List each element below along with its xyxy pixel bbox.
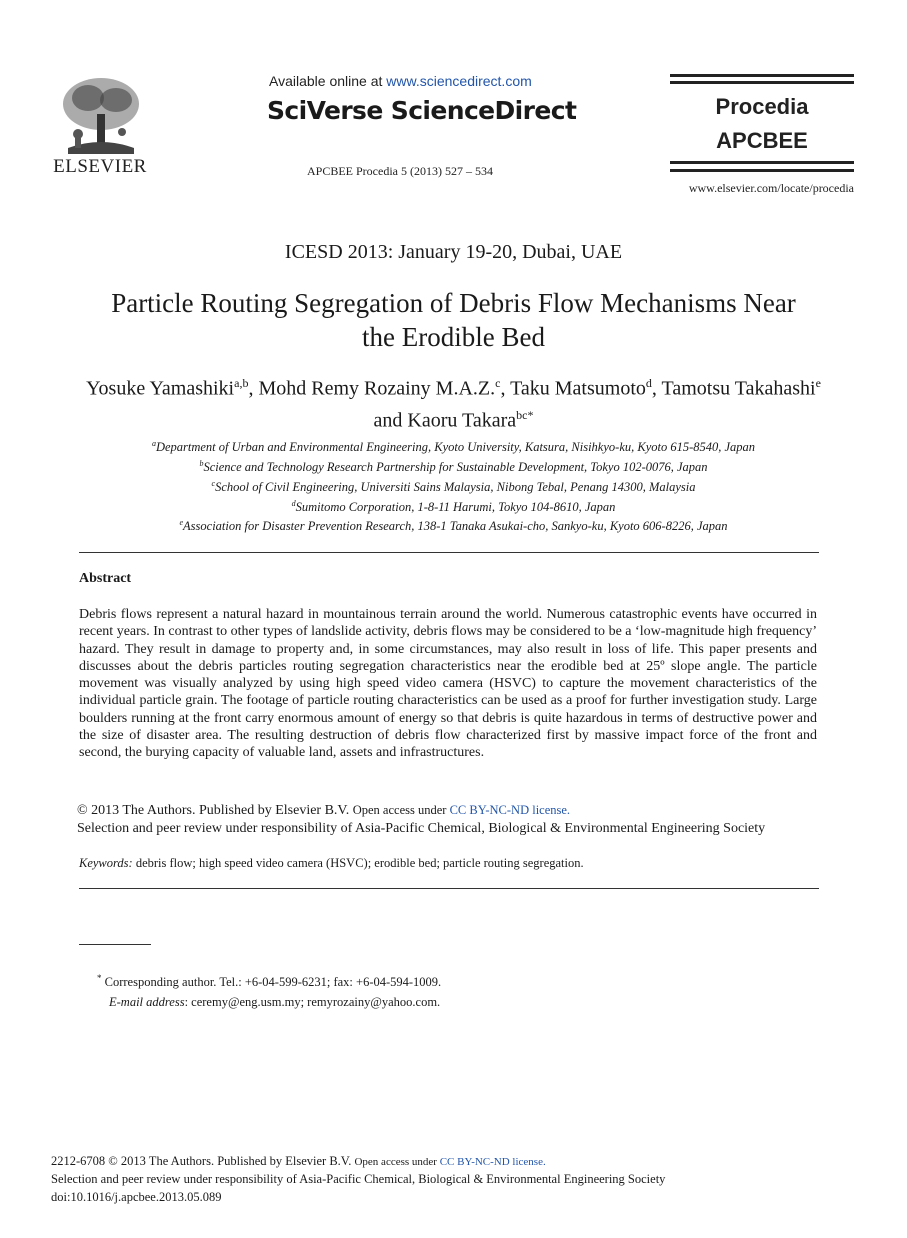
license-link[interactable]: CC BY-NC-ND license. xyxy=(449,803,571,817)
brand-rule-bottom-2 xyxy=(670,169,854,172)
author-affil-sup: bc* xyxy=(516,407,534,422)
divider-bottom xyxy=(79,888,819,889)
footnote-rule xyxy=(79,944,151,945)
footnote-contact-text: Corresponding author. Tel.: +6-04-599-6231; fax: +6-04-594-1009. xyxy=(101,975,442,990)
paper-title xyxy=(80,286,827,354)
available-online xyxy=(269,73,532,89)
affiliation-sup: e xyxy=(179,518,184,528)
keywords-text: debris flow; high speed video camera (HSVC); erodible bed; particle routing segregation. xyxy=(132,856,584,870)
divider-top xyxy=(79,552,819,553)
title-line-2: the Erodible Bed xyxy=(362,322,545,352)
brand-rule-bottom-1 xyxy=(670,161,854,164)
affiliation-item xyxy=(60,496,847,516)
affiliation-sup: a xyxy=(151,439,156,448)
author-separator: , xyxy=(500,377,511,400)
author-name: Tamotsu Takahashi xyxy=(661,377,816,400)
abstract-heading: Abstract xyxy=(79,571,132,586)
author-list xyxy=(80,370,827,433)
sciverse-sciencedirect-logo: SciVerse ScienceDirect xyxy=(267,96,577,125)
affiliation-text: Sumitomo Corporation, 1-8-11 Harumi, Tokyo 104-8610, Japan xyxy=(295,499,616,514)
brand-rule-top-1 xyxy=(670,74,854,77)
author-affil-sup: e xyxy=(815,376,821,390)
affiliation-text: Association for Disaster Prevention Research, 138-1 Tanaka Asukai-cho, Sankyo-ku, Kyoto 606-8226, Japan xyxy=(183,519,728,534)
email-text: : ceremy@eng.usm.my; remyrozainy@yahoo.com. xyxy=(184,995,441,1010)
footnote-email-line xyxy=(97,992,441,1012)
affiliation-text: Department of Urban and Environmental Engineering, Kyoto University, Katsura, Nisihkyo-ku, Kyoto 615-8540, Japan xyxy=(155,440,756,455)
author-name: Taku Matsumoto xyxy=(510,377,646,400)
author-name: Kaoru Takara xyxy=(407,409,517,432)
affiliation-sup: c xyxy=(211,478,216,488)
journal-reference: APCBEE Procedia 5 (2013) 527 – 534 xyxy=(307,164,493,178)
author-name: Yosuke Yamashiki xyxy=(86,377,235,400)
affiliation-item xyxy=(60,456,847,476)
affiliation-item xyxy=(60,436,847,456)
copyright-text: © 2013 The Authors. Published by Elsevier B.V. xyxy=(77,803,353,818)
conference-line: ICESD 2013: January 19-20, Dubai, UAE xyxy=(284,241,623,263)
affiliation-text: Science and Technology Research Partnership for Sustainable Development, Tokyo 102-0076, Japan xyxy=(203,460,708,475)
journal-brand-box xyxy=(670,74,854,172)
author-separator: and xyxy=(373,409,408,432)
journal-name-line2: APCBEE xyxy=(716,128,808,153)
copyright-block xyxy=(77,802,837,837)
email-label: E-mail address xyxy=(109,995,185,1010)
keywords-line xyxy=(79,856,584,871)
footer-open-access-text: Open access under xyxy=(354,1156,440,1168)
affiliation-list xyxy=(60,436,847,535)
author-separator: , xyxy=(651,377,662,400)
corresponding-author-footnote xyxy=(97,968,441,1012)
footer-issn-text: 2212-6708 © 2013 The Authors. Published by Elsevier B.V. xyxy=(51,1154,355,1168)
affiliation-item xyxy=(60,515,847,535)
journal-url[interactable]: www.elsevier.com/locate/procedia xyxy=(688,181,854,195)
keywords-label: Keywords: xyxy=(79,856,133,870)
affiliation-item xyxy=(60,476,847,496)
footer-doi[interactable]: doi:10.1016/j.apcbee.2013.05.089 xyxy=(51,1189,222,1204)
elsevier-logo xyxy=(50,74,150,178)
abstract-body: Debris flows represent a natural hazard in mountainous terrain around the world. Numerous catastrophic events have occurred in recent years. In contrast to other types of landslide activity, debris flows may be considered to be a ‘low-magnitude high frequency’ hazard. They result in damage to property and, in some circumstances, may also result in loss of life. This paper presents and discusses about the debris particles routing segregation characteristics near the erodible bed at 25º slope angle. The particle movement was visually analyzed by using high speed video camera (HSVC) to capture the movement characteristics of the individual particle grain. The footage of particle routing characteristics can be used as a proof for further investigation study. Large boulders running at the front carry enormous amount of energy so that debris is quite hazardous in terms of destructive power and the size of disaster area. The resulting destruction of debris flow characterized first by massive impact force of the front and second, the burying capacity of valuable land, assets and infrastructures. xyxy=(79,607,817,761)
affiliation-text: School of Civil Engineering, Universiti Sains Malaysia, Nibong Tebal, Penang 14300, Malaysia xyxy=(215,479,696,494)
available-online-label: Available online at xyxy=(269,73,387,89)
affiliation-sup: d xyxy=(291,498,296,508)
author-affil-sup: a,b xyxy=(234,376,249,390)
journal-name-line1: Procedia xyxy=(715,94,809,119)
copyright-line xyxy=(77,802,837,820)
brand-rule-top-2 xyxy=(670,81,854,84)
footnote-marker: * xyxy=(97,973,102,983)
sciencedirect-link[interactable]: www.sciencedirect.com xyxy=(386,73,532,89)
open-access-text: Open access under xyxy=(352,803,450,817)
author-affil-sup: c xyxy=(495,376,501,390)
peer-review-line: Selection and peer review under responsibility of Asia-Pacific Chemical, Biological & Environmental Engineering Society xyxy=(77,820,766,836)
title-line-1: Particle Routing Segregation of Debris Flow Mechanisms Near xyxy=(111,288,796,318)
footer-peer-review: Selection and peer review under responsibility of Asia-Pacific Chemical, Biological & Environmental Engineering Society xyxy=(51,1172,666,1187)
author-name: Mohd Remy Rozainy M.A.Z. xyxy=(258,377,496,400)
footer-license-link[interactable]: CC BY-NC-ND license. xyxy=(439,1156,546,1168)
affiliation-sup: b xyxy=(199,458,204,468)
author-affil-sup: d xyxy=(645,376,652,390)
publisher-logo-text: ELSEVIER xyxy=(53,156,147,177)
elsevier-tree-icon xyxy=(58,74,144,156)
footnote-contact-line xyxy=(97,968,441,992)
footer-issn-line xyxy=(51,1153,665,1171)
page-footer xyxy=(51,1153,665,1206)
author-separator: , xyxy=(248,377,259,400)
